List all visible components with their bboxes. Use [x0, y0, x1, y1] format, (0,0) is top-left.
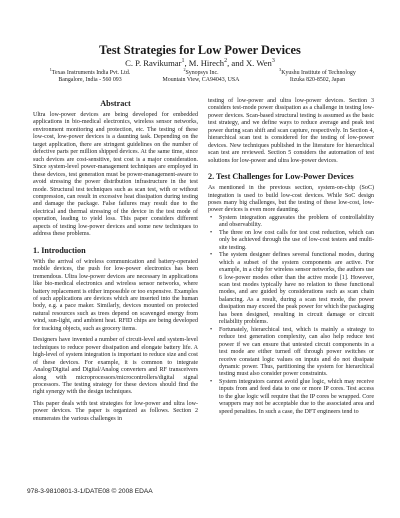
bullet-item: • The system designer defines several functional modes, during which a subset of the system components are active. For example, in a chip for wireless sensor networks, the authors use 6 low-power modes other than the active mode [1]. However, scan test modes typically have no relation to these functional modes, and are guided by considerations such as scan chain balancing. As a result, during a scan test mode, the power dissipation may exceed the peak power for which the packaging has been designed, resulting in circuit damage or circuit reliability problems. — [208, 252, 374, 327]
affiliation-superscript: 1 — [49, 67, 52, 73]
affiliation-org: Kyushu Institute of Technology — [281, 70, 356, 76]
copyright-footer: 978-3-9810801-3-1/DATE08 © 2008 EDAA — [27, 488, 153, 495]
paragraph: This paper deals with test strategies for low-power and ultra low-power devices. The paper is organized as follows. Section 2 enumerates the various challenges in — [33, 400, 198, 422]
author-superscript: 3 — [271, 58, 275, 65]
paragraph: testing of low-power and ultra low-power devices. Section 3 considers test-mode power dissipation as a challenge in testing low-power devices. Scan-based structural testing is assumed as the basic test strategy, and we define ways to reduce average and peak test power during scan shift and scan capture, respectively. In Section 4, hierarchical scan test is considered for the testing of low-power devices. New techniques published in the literature for hierarchical scan test are reviewed. Section 5 considers the automation of test solutions for low-power and ultra low-power devices. — [208, 98, 374, 164]
affiliation-address: Mountain View, CA94043, USA — [162, 77, 240, 84]
author-name: C. P. Ravikumar — [125, 58, 182, 68]
paragraph: As mentioned in the previous section, system-on-chip (SoC) integration is used to build low-cost devices. While SoC design poses many big challenges, but the testing of these low-cost, low-power devices is even more daunting. — [208, 185, 374, 214]
author-name: X. Wen — [245, 58, 272, 68]
affiliation-superscript: 2 — [183, 67, 186, 73]
author-line: C. P. Ravikumar$^1$, M. Hirech$^2$, and X. Wen$^3$ — [125, 58, 275, 68]
affiliation-address: Bangalore, India - 560 093 — [58, 77, 122, 84]
left-column — [33, 98, 198, 423]
right-column — [208, 98, 374, 416]
section-heading: 1. Introduction — [33, 245, 86, 255]
abstract-heading: Abstract — [100, 99, 131, 108]
paragraph: Designers have invented a number of circuit-level and system-level techniques to reduce power dissipation and elongate battery life. A high-level of system integration is important to reduce size and cost of these devices. For example, it is common to integrate Analog/Digital and Digital/Analog converters and RF transceivers along with microprocessors/microcontrollers/digital signal processors. The testing strategy for these devices should find the right synergy with the design techniques. — [33, 337, 198, 396]
author-superscript: 2 — [224, 58, 228, 65]
abstract-text: Ultra low-power devices are being developed for embedded applications in bio-medical electronics, wireless sensor networks, environment monitoring and protection, etc. The testing of these low-cost, low-power devices is a daunting task. Depending on the target application, there are stringent guidelines on the number of defective parts per million shipped devices. At the same time, since such devices are cost-sensitive, test cost is a major consideration. Since system-level power-management techniques are employed in these devices, test generation must be power-management-aware to avoid stressing the power distribution infrastructure in the test mode. Structural test techniques such as scan test, with or without compression, can result in excessive heat dissipation during testing and damage the package. False failures may result due to the electrical and thermal stressing of the device in the test mode of operation, leading to yield loss. This paper considers different aspects of testing low-power devices and some new techniques to address these problems. — [33, 112, 198, 238]
affiliation — [250, 67, 385, 85]
bullet-item: • Fortunately, hierarchical test, which is mainly a strategy to reduce test generation complexity, can also help reduce test power if we can ensure that untested circuit components in a test mode are either turned off through power switches or receive constant logic values on inputs and do not dissipate dynamic power. Thus, partitioning the system for hierarchical testing must also consider power constraints. — [208, 327, 374, 379]
bullet-item: • System integrators cannot avoid glue logic, which may receive inputs from and feed data to one or more IP cores. Test access to the glue logic will require that the IP cores be wrapped. Core wrappers may not be acceptable due to the associated area and speed penalties. In such a case, the DFT engineers tend to — [208, 379, 374, 416]
bullet-item: • The three on low cost calls for test cost reduction, which can only be achieved through the use of low-cost testers and multi-site testing. — [208, 230, 374, 252]
affiliation — [20, 67, 160, 85]
affiliation — [146, 67, 256, 85]
bullet-item: • System integration aggravates the problem of controllability and observability. — [208, 215, 374, 230]
author-superscript: 1 — [181, 58, 185, 65]
bullet-list — [208, 215, 374, 416]
affiliation-org: Texas Instruments India Pvt. Ltd. — [51, 70, 131, 76]
affiliation-address: Iizuka 820-8502, Japan — [289, 77, 346, 84]
affiliation-org: Synopsys Inc. — [185, 70, 219, 76]
affiliation-superscript: 3 — [279, 67, 282, 73]
section-heading: 2. Test Challenges for Low-Power Devices — [208, 172, 354, 182]
author-name: M. Hirech — [188, 58, 225, 68]
paper-title: Test Strategies for Low Power Devices — [99, 43, 301, 57]
paragraph: With the arrival of wireless communication and battery-operated mobile devices, the push for low-power electronics has been tremendous. Ultra low-power devices are necessary in applications like bio-medical electronics and wireless sensor networks, where battery replacement is either impossible or too expensive. Examples of such applications are devices which are inserted into the human body, e.g. a pace maker. Similarly, devices mounted on protected natural resources such as trees depend on scavenged energy from wind, sun-light, and ambient heat. RFID chips are being developed for tracking objects, such as grocery items. — [33, 258, 198, 332]
